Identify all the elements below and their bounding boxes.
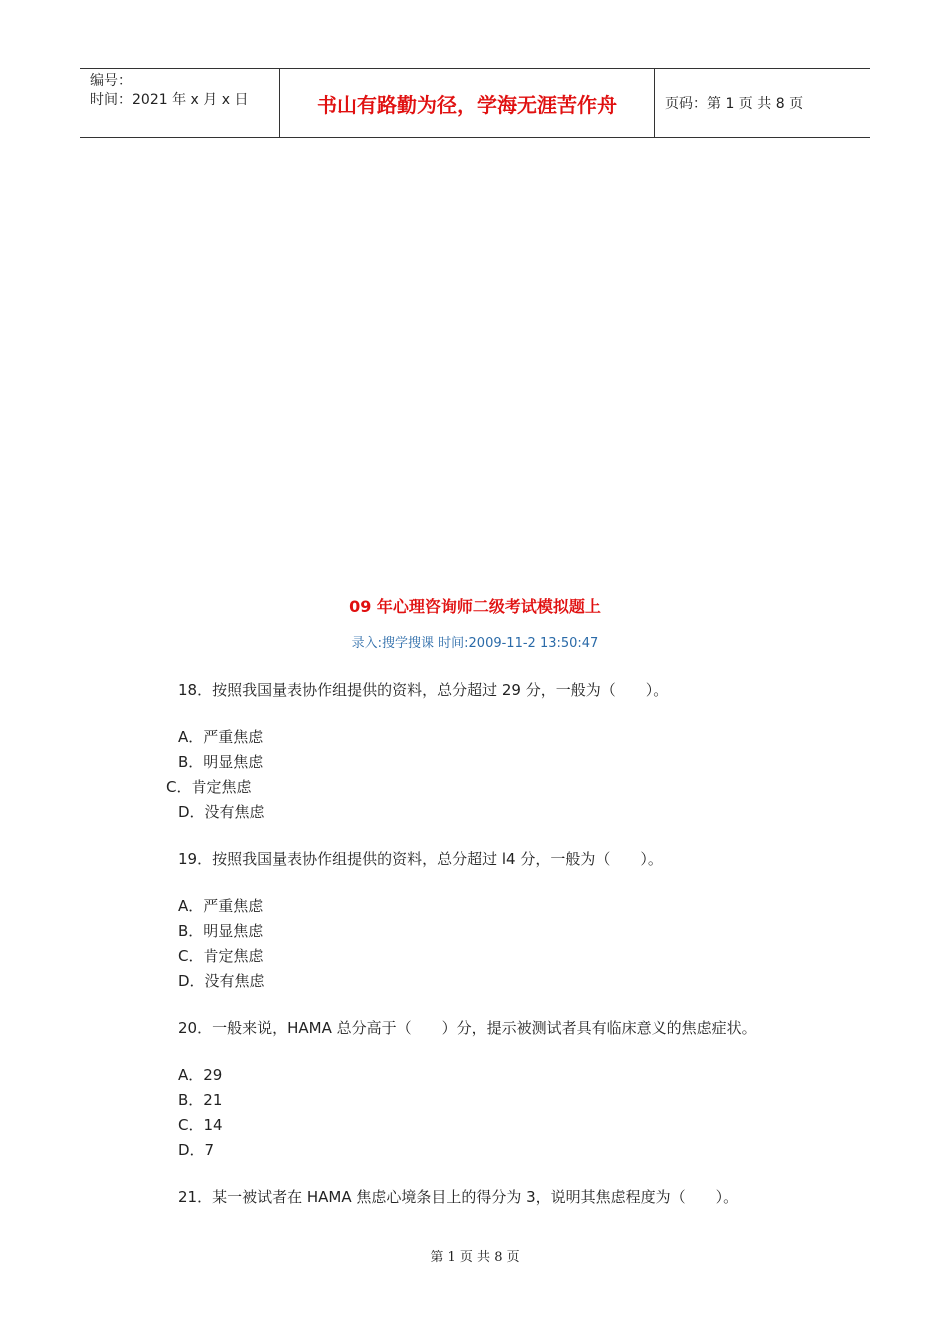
question-19: 19．按照我国量表协作组提供的资料，总分超过 l4 分，一般为（ ）。 — [178, 850, 663, 868]
question-18: 18．按照我国量表协作组提供的资料，总分超过 29 分，一般为（ ）。 — [178, 681, 669, 699]
question-20-option-c: C．14 — [178, 1116, 223, 1134]
header-left-cell — [80, 69, 280, 137]
header-motto: 书山有路勤为径，学海无涯苦作舟 — [280, 69, 655, 137]
question-19-option-c: C．肯定焦虑 — [178, 947, 264, 965]
question-20-option-a: A．29 — [178, 1066, 223, 1084]
question-18-option-c: C．肯定焦虑 — [166, 778, 252, 796]
question-18-option-b: B．明显焦虑 — [178, 753, 264, 771]
time-label: 时间：2021 年 x 月 x 日 — [90, 92, 249, 108]
question-20-option-d: D．7 — [178, 1141, 215, 1159]
header-page-info: 页码：第 1 页 共 8 页 — [665, 96, 804, 112]
page-footer: 第 1 页 共 8 页 — [430, 1250, 520, 1265]
question-18-option-d: D．没有焦虑 — [178, 803, 265, 821]
document-title: 09 年心理咨询师二级考试模拟题上 — [349, 597, 601, 616]
question-21: 21．某一被试者在 HAMA 焦虑心境条目上的得分为 3，说明其焦虑程度为（ ）。 — [178, 1188, 739, 1206]
question-19-option-b: B．明显焦虑 — [178, 922, 264, 940]
document-meta: 录入:搜学搜课 时间:2009-11-2 13:50:47 — [351, 636, 599, 651]
number-label: 编号： — [90, 73, 132, 89]
question-20-option-b: B．21 — [178, 1091, 223, 1109]
page-header — [80, 68, 870, 138]
question-18-option-a: A．严重焦虑 — [178, 728, 264, 746]
question-19-option-d: D．没有焦虑 — [178, 972, 265, 990]
question-19-option-a: A．严重焦虑 — [178, 897, 264, 915]
question-20: 20．一般来说，HAMA 总分高于（ ）分，提示被测试者具有临床意义的焦虑症状。 — [178, 1019, 757, 1037]
